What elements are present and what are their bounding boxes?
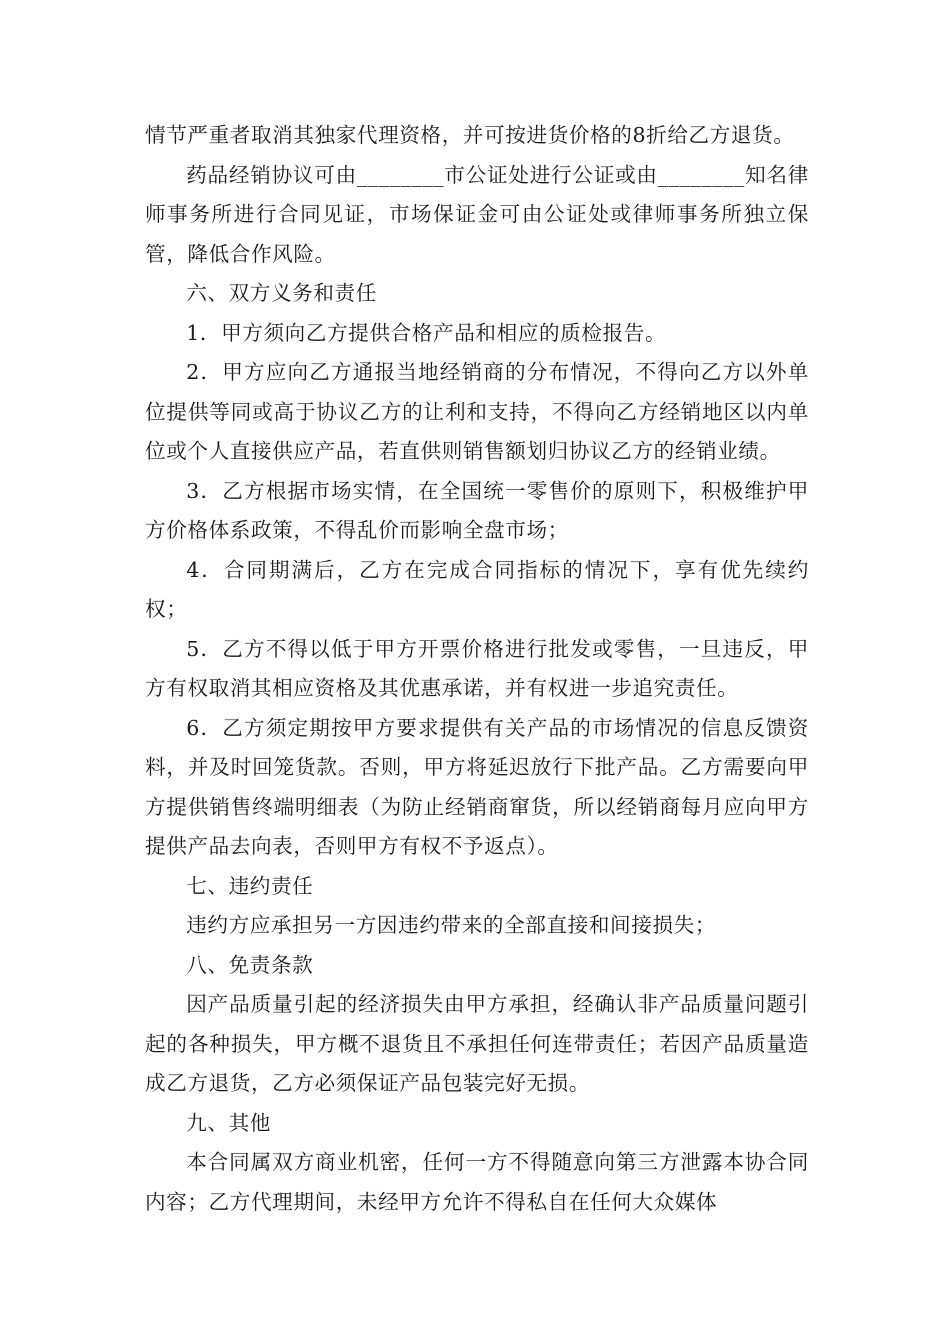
clause-4: 4．合同期满后，乙方在完成合同指标的情况下，享有优先续约权； — [145, 557, 809, 621]
section-heading-exemption: 八、免责条款 — [186, 952, 314, 977]
paragraph-notarization: 药品经销协议可由________市公证处进行公证或由________知名律师事务所进行合同见证，市场保证金可由公证处或律师事务所独立保管，降低合作风险。 — [145, 162, 809, 266]
paragraph-exemption: 因产品质量引起的经济损失由甲方承担，经确认非产品质量问题引起的各种损失，甲方概不退货且不承担任何连带责任；若因产品质量造成乙方退货，乙方必须保证产品包装完好无损。 — [145, 992, 809, 1095]
clause-2: 2．甲方应向乙方通报当地经销商的分布情况，不得向乙方以外单位提供等同或高于协议乙方的让利和支持，不得向乙方经销地区以内单位或个人直接供应产品，若直供则销售额划归协议乙方的经销业绩。 — [145, 360, 809, 463]
document-body — [145, 116, 809, 1222]
paragraph-continuation: 情节严重者取消其独家代理资格，并可按进货价格的8折给乙方退货。 — [145, 123, 795, 147]
section-heading-other: 九、其他 — [186, 1110, 271, 1135]
clause-6: 6．乙方须定期按甲方要求提供有关产品的市场情况的信息反馈资料，并及时回笼货款。否则，甲方将延迟放行下批产品。乙方需要向甲方提供销售终端明细表（为防止经销商窜货，所以经销商每月应向甲方提供产品去向表，否则甲方有权不予返点）。 — [145, 715, 809, 858]
section-heading-breach: 七、违约责任 — [186, 873, 314, 898]
clause-5: 5．乙方不得以低于甲方开票价格进行批发或零售，一旦违反，甲方有权取消其相应资格及其优惠承诺，并有权进一步追究责任。 — [145, 636, 809, 700]
clause-1: 1．甲方须向乙方提供合格产品和相应的质检报告。 — [186, 320, 667, 345]
paragraph-other: 本合同属双方商业机密，任何一方不得随意向第三方泄露本协合同内容；乙方代理期间，未经甲方允许不得私自在任何大众媒体 — [145, 1150, 809, 1214]
paragraph-breach: 违约方应承担另一方因违约带来的全部直接和间接损失； — [186, 913, 717, 937]
clause-3: 3．乙方根据市场实情，在全国统一零售价的原则下，积极维护甲方价格体系政策，不得乱价而影响全盘市场； — [145, 478, 809, 542]
section-heading-obligations: 六、双方义务和责任 — [186, 281, 377, 305]
